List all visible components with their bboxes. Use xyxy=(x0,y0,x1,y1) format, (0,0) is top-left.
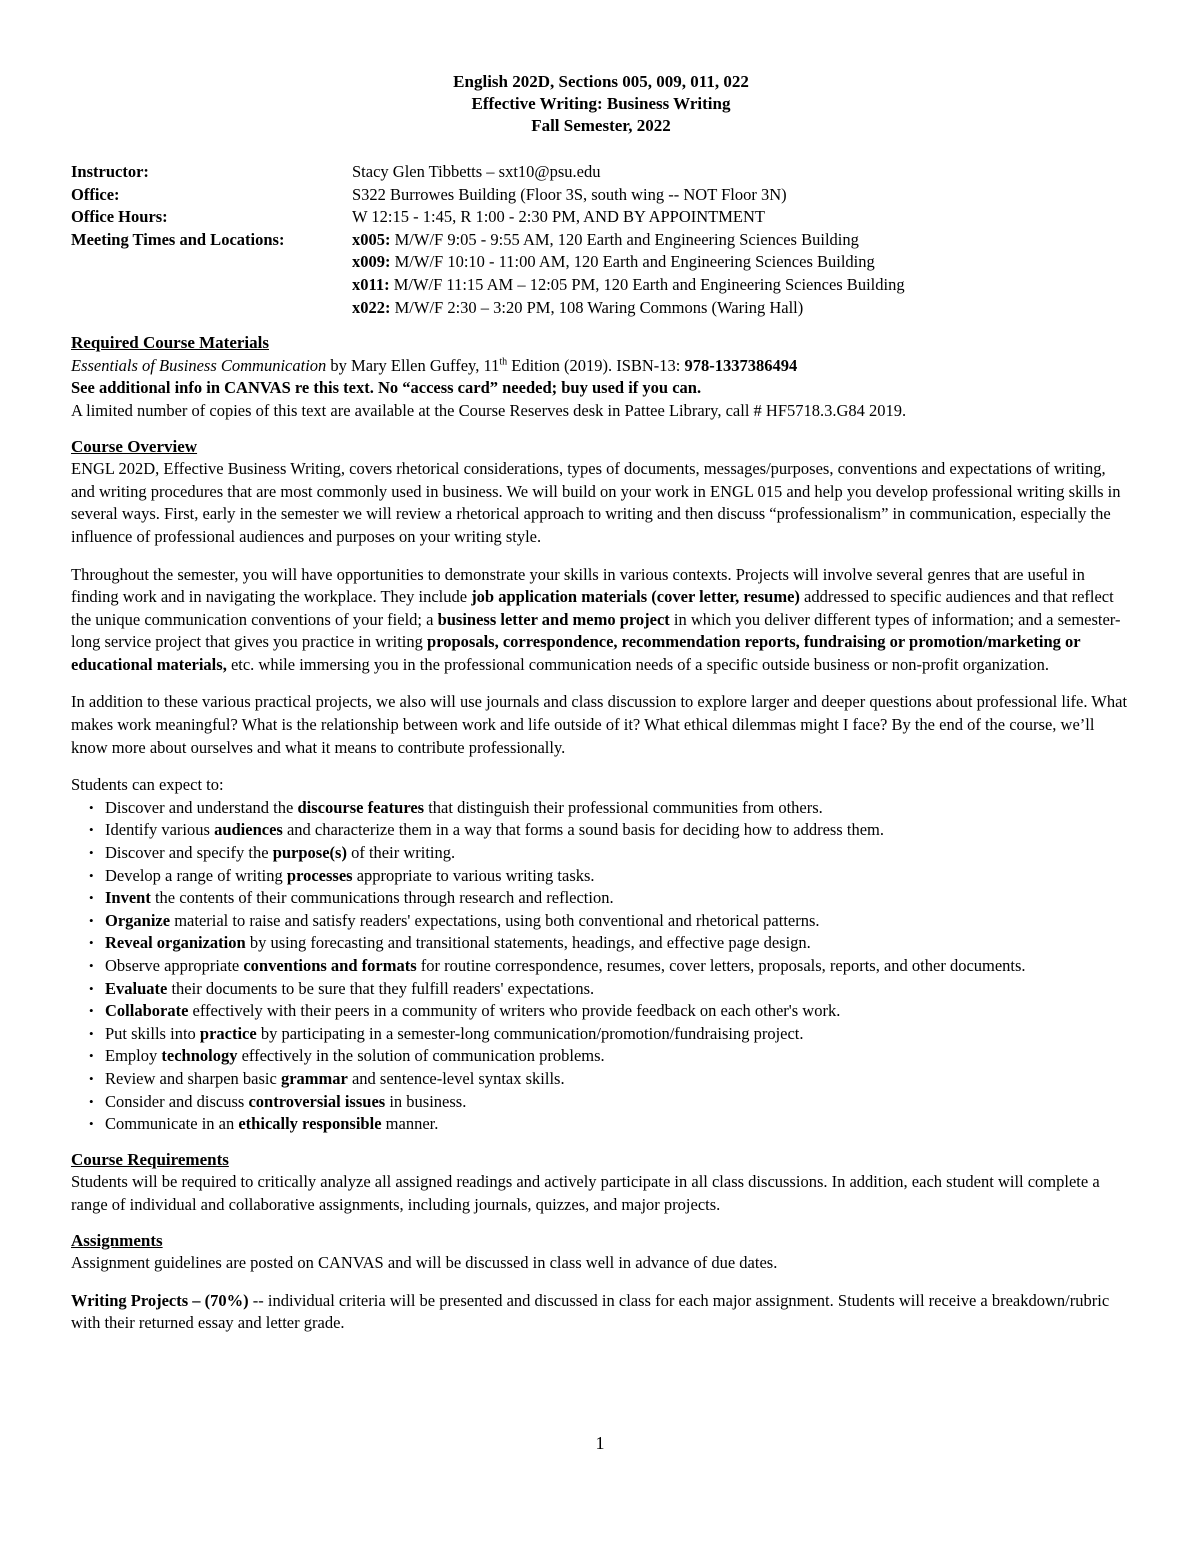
bullet-text: Identify various xyxy=(105,820,215,840)
overview-heading: Course Overview xyxy=(71,436,198,456)
overview-section xyxy=(71,436,1131,1136)
bullet-keyword: Organize xyxy=(105,910,171,930)
instructor-label: Instructor: xyxy=(71,162,149,181)
section-code: x022: xyxy=(352,297,391,317)
overview-paragraph-1: ENGL 202D, Effective Business Writing, covers rhetorical considerations, types of documents, messages/purposes, conventions and expectations of writing, and writing procedures that are most commonly used in business. We will build on your work in ENGL 015 and help you develop professional writing skills in several ways. First, early in the semester we will review a rhetorical approach to writing and then discuss “professionalism” in communication, especially the influence of professional audiences and purposes on your writing style. xyxy=(71,459,1121,546)
list-item xyxy=(71,842,1131,865)
list-item xyxy=(71,1068,1131,1091)
bullet-text: of their writing. xyxy=(346,843,456,863)
office-hours-label: Office Hours: xyxy=(71,207,168,227)
office-hours-row xyxy=(71,206,1131,229)
section-detail: M/W/F 10:10 - 11:00 AM, 120 Earth and Engineering Sciences Building xyxy=(390,252,875,272)
materials-section xyxy=(71,332,1131,422)
bullet-text: Observe appropriate xyxy=(105,956,244,975)
bullet-keyword: practice xyxy=(199,1023,257,1043)
bullet-text: and sentence-level syntax skills. xyxy=(347,1068,565,1088)
bullet-text: by participating in a semester-long communication/promotion/fundraising project. xyxy=(256,1023,804,1043)
bullet-keyword: Reveal organization xyxy=(105,933,246,953)
bullet-text: for routine correspondence, resumes, cover letters, proposals, reports, and other documents. xyxy=(416,956,1026,975)
book-title: Essentials of Business Communication xyxy=(71,355,327,375)
instructor-value: Stacy Glen Tibbetts – sxt10@psu.edu xyxy=(352,162,601,181)
bullet-text: Develop a range of writing xyxy=(105,865,287,885)
list-item xyxy=(71,1091,1131,1114)
p2-bold: job application materials (cover letter, resume) xyxy=(471,587,800,607)
requirements-heading: Course Requirements xyxy=(71,1149,229,1169)
materials-heading: Required Course Materials xyxy=(71,333,269,353)
bullet-keyword: controversial issues xyxy=(248,1091,386,1111)
list-item xyxy=(71,1045,1131,1068)
meeting-sections xyxy=(352,229,1131,319)
p2-text: etc. while immersing you in the professional communication needs of a specific outside business or non-profit organization. xyxy=(226,654,1050,674)
document-header xyxy=(71,71,1131,137)
section-line xyxy=(352,274,1131,297)
bullet-keyword: Invent xyxy=(105,888,151,908)
reserve-note: A limited number of copies of this text are available at the Course Reserves desk in Pattee Library, call # HF5718.3.G84 2019. xyxy=(71,400,907,420)
semester: Fall Semester, 2022 xyxy=(531,116,671,135)
bullet-keyword: processes xyxy=(286,865,353,885)
office-value: S322 Burrowes Building (Floor 3S, south wing -- NOT Floor 3N) xyxy=(352,184,787,204)
bullet-text: Discover and understand the xyxy=(105,797,298,817)
assignments-heading: Assignments xyxy=(71,1230,163,1250)
bullet-keyword: audiences xyxy=(214,820,283,840)
section-code: x011: xyxy=(352,274,390,294)
list-item xyxy=(71,978,1131,1001)
overview-paragraph-3: In addition to these various practical projects, we also will use journals and class discussion to explore larger and deeper questions about professional life. What makes work meaningful? What is the relationship between work and life outside of it? What ethical dilemmas might I face? By the end of the course, we’ll know more about ourselves and what it means to contribute professionally. xyxy=(71,692,1128,757)
section-line xyxy=(352,251,1131,274)
bullet-text: their documents to be sure that they fulfill readers' expectations. xyxy=(167,978,595,998)
list-item xyxy=(71,819,1131,842)
bullet-text: manner. xyxy=(381,1114,439,1134)
bullet-text: by using forecasting and transitional statements, headings, and effective page design. xyxy=(245,933,811,953)
office-hours-value: W 12:15 - 1:45, R 1:00 - 2:30 PM, AND BY APPOINTMENT xyxy=(352,207,765,227)
p2-text: Throughout the semester, you will have opportunities to demonstrate your skills in various contexts. Projects will involve several genres that are useful in finding work and in navigating the workplace. They include xyxy=(71,564,1085,607)
bullet-text: effectively in the solution of communication problems. xyxy=(237,1046,605,1066)
bullet-keyword: Evaluate xyxy=(105,978,168,998)
bullet-text: Employ xyxy=(105,1046,162,1066)
list-item xyxy=(71,1023,1131,1046)
list-item xyxy=(71,797,1131,820)
requirements-section xyxy=(71,1149,1131,1217)
bullet-text: that distinguish their professional communities from others. xyxy=(424,797,823,817)
course-info xyxy=(71,161,1131,319)
bullet-keyword: ethically responsible xyxy=(238,1114,382,1134)
p2-bold: business letter and memo project xyxy=(437,609,670,629)
section-detail: M/W/F 9:05 - 9:55 AM, 120 Earth and Engineering Sciences Building xyxy=(390,229,859,249)
p2-text: addressed to specific audiences and that reflect the unique communication conventions of your field; a xyxy=(71,587,1114,629)
assignments-text: Assignment guidelines are posted on CANVAS and will be discussed in class well in advance of due dates. xyxy=(71,1253,778,1273)
expectations-list xyxy=(71,797,1131,1136)
bullet-keyword: conventions and formats xyxy=(243,956,417,975)
section-code: x009: xyxy=(352,252,391,272)
writing-projects-detail: -- individual criteria will be presented and discussed in class for each major assignment. Students will receive a breakdown/rubric with their returned essay and letter grade. xyxy=(71,1290,1110,1333)
bullet-keyword: Collaborate xyxy=(105,1001,189,1021)
book-edition: Edition (2019). ISBN-13: xyxy=(507,355,685,375)
bullet-text: in business. xyxy=(385,1091,467,1111)
office-row xyxy=(71,184,1131,207)
bullet-text: Consider and discuss xyxy=(105,1091,249,1111)
bullet-text: effectively with their peers in a community of writers who provide feedback on each other's work. xyxy=(188,1001,841,1021)
writing-projects-text xyxy=(71,1290,1131,1335)
bullet-text: the contents of their communications through research and reflection. xyxy=(150,888,614,908)
bullet-text: Put skills into xyxy=(105,1023,200,1043)
section-code: x005: xyxy=(352,229,391,249)
bullet-text: Review and sharpen basic xyxy=(105,1068,281,1088)
bullet-keyword: discourse features xyxy=(297,797,425,817)
meeting-row xyxy=(71,229,1131,319)
isbn: 978-1337386494 xyxy=(684,355,798,375)
section-detail: M/W/F 11:15 AM – 12:05 PM, 120 Earth and Engineering Sciences Building xyxy=(389,274,905,294)
bullet-keyword: technology xyxy=(161,1046,238,1066)
section-line xyxy=(352,229,1131,252)
page-number: 1 xyxy=(595,1433,605,1453)
list-item xyxy=(71,887,1131,910)
bullet-keyword: purpose(s) xyxy=(272,843,347,863)
book-author: by Mary Ellen Guffey, 11 xyxy=(326,355,500,375)
requirements-text: Students will be required to critically analyze all assigned readings and actively participate in all class discussions. In addition, each student will complete a range of individual and collaborative assignments, including journals, quizzes, and major projects. xyxy=(71,1172,1100,1214)
list-item xyxy=(71,1113,1131,1136)
bullet-text: appropriate to various writing tasks. xyxy=(352,865,595,885)
list-item xyxy=(71,910,1131,933)
office-label: Office: xyxy=(71,184,120,204)
list-item xyxy=(71,865,1131,888)
meeting-label: Meeting Times and Locations: xyxy=(71,229,285,249)
p2-text: in which you deliver different types of information; and a semester-long service project that gives you practice in writing xyxy=(71,609,1121,652)
canvas-note: See additional info in CANVAS re this text. No “access card” needed; buy used if you can. xyxy=(71,378,702,398)
section-line xyxy=(352,297,1131,320)
course-title: English 202D, Sections 005, 009, 011, 022 xyxy=(453,72,749,91)
list-item xyxy=(71,932,1131,955)
writing-projects-label: Writing Projects – (70%) xyxy=(71,1290,249,1310)
list-item xyxy=(71,1000,1131,1023)
edition-superscript: th xyxy=(499,356,508,368)
bullet-text: material to raise and satisfy readers' expectations, using both conventional and rhetorical patterns. xyxy=(170,910,820,930)
section-detail: M/W/F 2:30 – 3:20 PM, 108 Waring Commons (Waring Hall) xyxy=(390,297,804,317)
bullet-text: Communicate in an xyxy=(105,1114,239,1134)
p2-bold: proposals, correspondence, recommendation reports, fundraising or promotion/marketing or educational materials, xyxy=(71,632,1081,674)
bullet-text: and characterize them in a way that forms a sound basis for deciding how to address them. xyxy=(282,820,884,840)
instructor-row xyxy=(71,161,1131,184)
expectations-intro: Students can expect to: xyxy=(71,775,224,795)
assignments-section xyxy=(71,1230,1131,1335)
bullet-keyword: grammar xyxy=(280,1068,348,1088)
overview-paragraph-2 xyxy=(71,564,1131,677)
document-page xyxy=(71,71,1131,1335)
list-item xyxy=(71,955,1131,978)
bullet-text: Discover and specify the xyxy=(105,843,273,863)
course-subtitle: Effective Writing: Business Writing xyxy=(471,94,731,113)
textbook-line xyxy=(71,355,1131,378)
